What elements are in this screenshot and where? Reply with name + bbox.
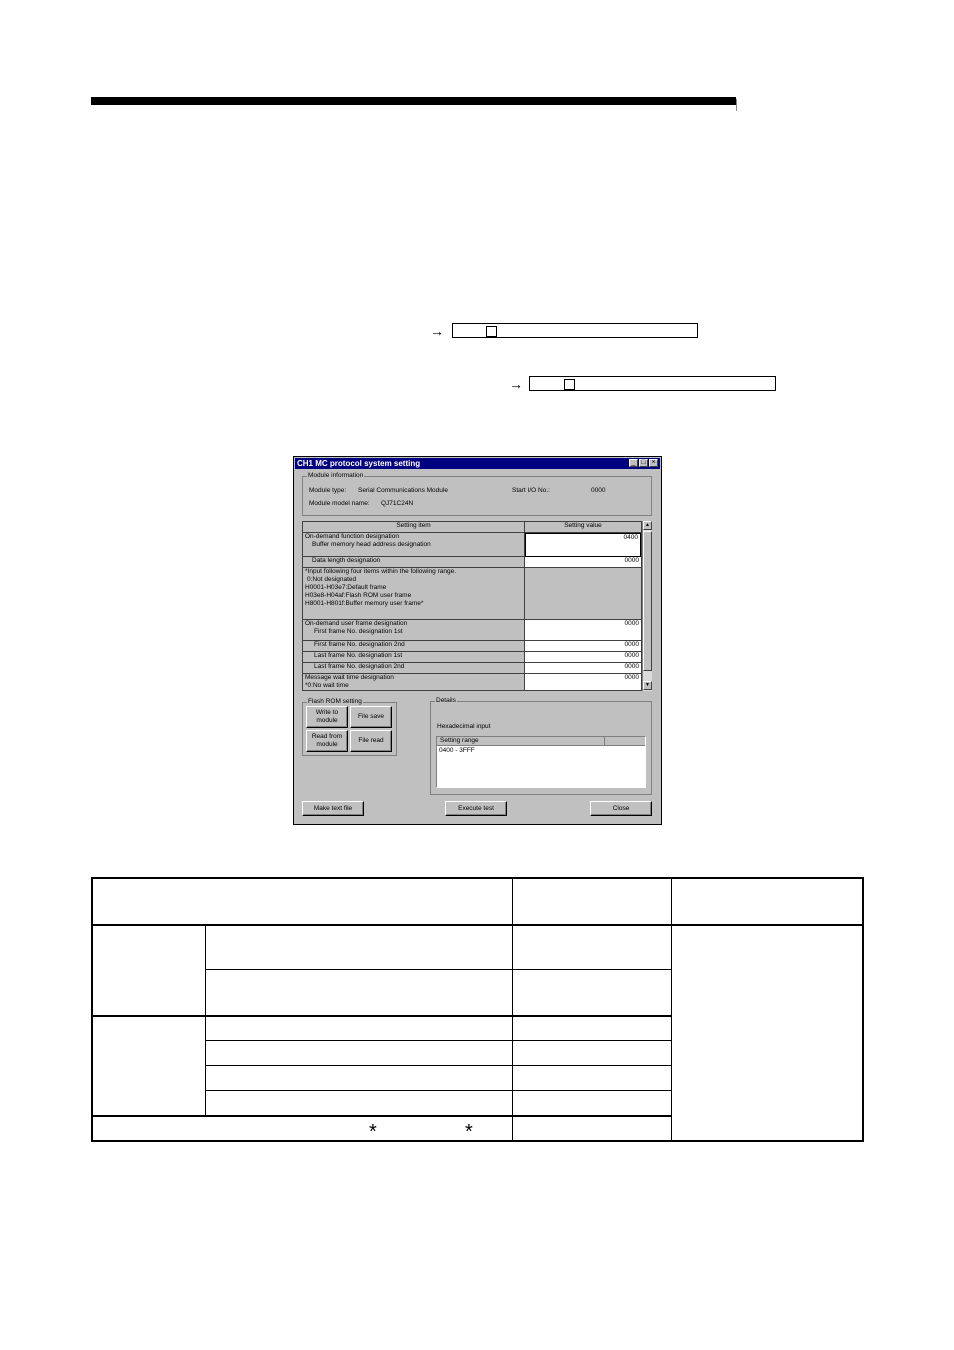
- table-rule: [205, 924, 206, 1116]
- message-wait-time-input[interactable]: 0000: [525, 674, 641, 691]
- details-legend: Details: [436, 697, 456, 704]
- table-rule: [671, 879, 672, 1140]
- range-note-line: H0001-H03e7:Default frame: [305, 584, 387, 591]
- module-model-label: Module model name:: [309, 500, 370, 507]
- start-io-label: Start I/O No.:: [512, 487, 550, 494]
- table-rule: [93, 1015, 671, 1017]
- module-type-label: Module type:: [309, 487, 347, 494]
- grid-header-value: Setting value: [525, 522, 641, 533]
- table-rule: [205, 969, 671, 970]
- module-information-group: [302, 472, 652, 516]
- range-note-line: *Input following four items within the following range.: [305, 568, 457, 575]
- grid-row-sublabel: *0:No wait time: [305, 682, 349, 689]
- first-frame-2nd-input[interactable]: 0000: [525, 641, 641, 652]
- reference-box-2: [529, 376, 776, 391]
- last-frame-1st-input[interactable]: 0000: [525, 652, 641, 663]
- first-frame-1st-input[interactable]: 0000: [525, 620, 641, 641]
- write-to-module-button[interactable]: Write to module: [306, 706, 348, 728]
- data-length-input[interactable]: 0000: [525, 557, 641, 568]
- setting-range-header: Setting range: [437, 737, 605, 746]
- grid-row-label: Last frame No. designation 1st: [303, 652, 525, 663]
- setting-range-list[interactable]: [436, 736, 646, 788]
- grid-row-label: On-demand user frame designation: [305, 620, 408, 627]
- close-button[interactable]: Close: [590, 801, 652, 816]
- file-save-button[interactable]: File save: [350, 706, 392, 728]
- start-io-value: 0000: [591, 487, 606, 494]
- reference-arrow-2: →: [509, 376, 523, 392]
- placeholder-square-icon: [564, 379, 575, 390]
- flash-rom-legend: Flash ROM setting: [308, 698, 362, 705]
- maximize-icon[interactable]: □: [639, 459, 648, 467]
- dialog-titlebar: [295, 458, 660, 469]
- close-icon[interactable]: ×: [649, 459, 658, 467]
- scroll-down-icon[interactable]: ▼: [643, 681, 652, 690]
- module-type-value: Serial Communications Module: [358, 487, 448, 494]
- placeholder-square-icon: [486, 326, 497, 337]
- grid-row-item: [303, 620, 525, 641]
- grid-scrollbar[interactable]: [642, 521, 652, 691]
- grid-row-label: Data length designation: [303, 557, 525, 568]
- scroll-thumb[interactable]: [643, 531, 652, 671]
- grid-row-label: First frame No. designation 2nd: [303, 641, 525, 652]
- header-rule: [91, 97, 736, 105]
- module-model-value: QJ71C24N: [381, 500, 414, 507]
- input-type-label: Hexadecimal input: [437, 723, 491, 730]
- setting-range-value: 0400 - 3FFF: [439, 747, 475, 754]
- table-rule: [512, 879, 513, 1140]
- last-frame-2nd-input[interactable]: 0000: [525, 663, 641, 674]
- file-read-button[interactable]: File read: [350, 730, 392, 752]
- table-rule: [205, 1090, 671, 1091]
- range-note-line: 0:Not designated: [307, 576, 357, 583]
- module-information-legend: Module information: [308, 472, 364, 479]
- read-from-module-button[interactable]: Read from module: [306, 730, 348, 752]
- minimize-icon[interactable]: _: [629, 459, 638, 467]
- grid-row-label: Last frame No. designation 2nd: [303, 663, 525, 674]
- settings-table: [91, 877, 864, 1142]
- settings-grid: [302, 521, 642, 691]
- range-note-value-cell: [525, 568, 641, 620]
- header-rule-tick: [736, 99, 737, 111]
- range-note-line: H8001-H801f:Buffer memory user frame*: [305, 600, 424, 607]
- grid-row-label: Message wait time designation: [305, 674, 394, 681]
- asterisk-mark: *: [369, 1121, 377, 1143]
- grid-row-item: [303, 674, 525, 691]
- table-rule: [93, 924, 862, 926]
- buffer-memory-head-address-input[interactable]: 0400: [525, 533, 641, 557]
- reference-arrow-1: →: [430, 323, 444, 339]
- range-note: [303, 568, 525, 620]
- grid-header-item: Setting item: [303, 522, 525, 533]
- grid-row-label: On-demand function designation: [305, 533, 399, 540]
- grid-row-sublabel: First frame No. designation 1st: [314, 628, 403, 635]
- make-text-file-button[interactable]: Make text file: [302, 801, 364, 816]
- table-rule: [205, 1065, 671, 1066]
- dialog-title: CH1 MC protocol system setting: [297, 459, 421, 468]
- table-rule: [205, 1040, 671, 1041]
- execute-test-button[interactable]: Execute test: [445, 801, 507, 816]
- scroll-up-icon[interactable]: ▲: [643, 521, 652, 530]
- range-note-line: H03e8-H04af:Flash ROM user frame: [305, 592, 412, 599]
- grid-row-sublabel: Buffer memory head address designation: [312, 541, 431, 548]
- reference-box-1: [452, 323, 698, 338]
- setting-range-header-blank: [605, 737, 645, 746]
- grid-row-item: [303, 533, 525, 557]
- asterisk-mark: *: [465, 1121, 473, 1143]
- table-rule: [93, 1115, 671, 1117]
